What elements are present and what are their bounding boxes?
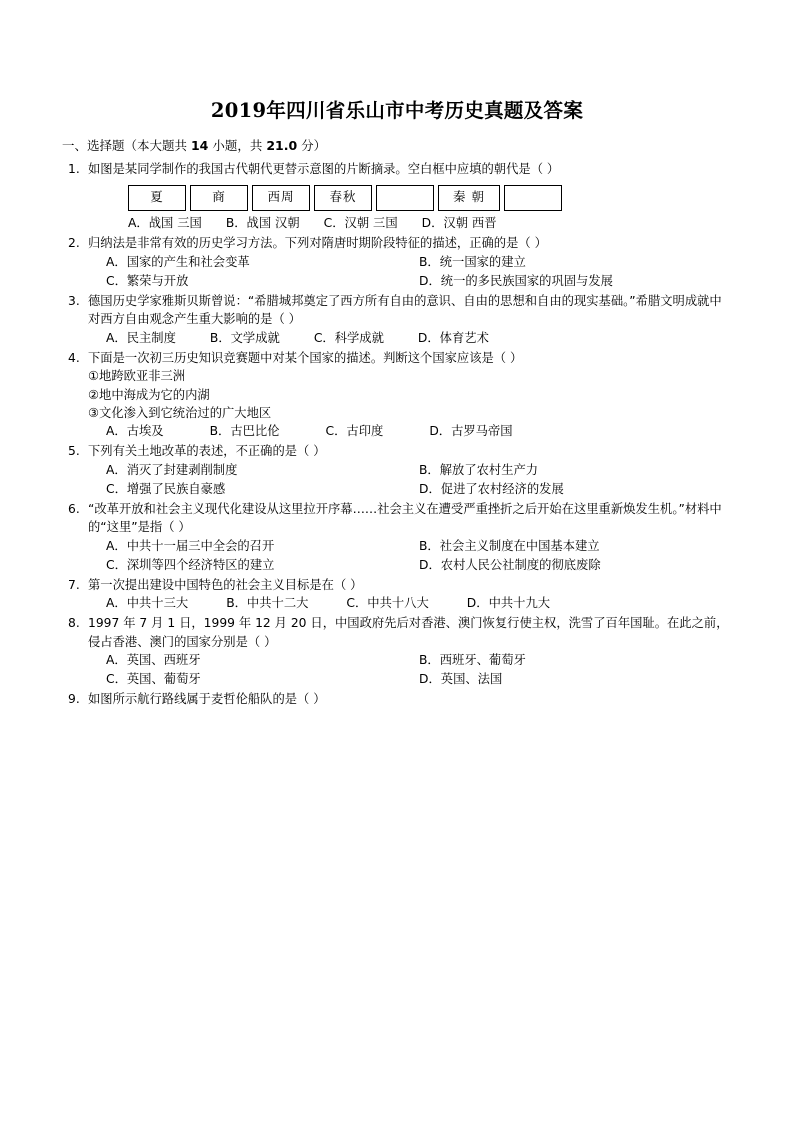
question-item xyxy=(62,349,732,442)
question-number: 4. xyxy=(68,350,80,365)
question-number: 6. xyxy=(68,502,80,517)
option-c[interactable]: C．增强了民族自豪感 xyxy=(106,481,226,496)
option-a[interactable]: A．国家的产生和社会变革 xyxy=(106,254,250,269)
dynasty-box: 商 xyxy=(190,185,248,211)
dynasty-box: 西周 xyxy=(252,185,310,211)
section-heading xyxy=(62,137,732,155)
option-b[interactable]: B．战国 汉朝 xyxy=(225,215,300,230)
question-number: 9. xyxy=(68,692,80,707)
option-c[interactable]: C．深圳等四个经济特区的建立 xyxy=(106,557,275,572)
option-d[interactable]: D．统一的多民族国家的巩固与发展 xyxy=(419,273,613,288)
section-heading-count: 14 xyxy=(190,138,209,153)
option-b[interactable]: B．中共十二大 xyxy=(226,596,309,611)
option-a[interactable]: A．战国 三国 xyxy=(128,215,202,230)
question-number: 1. xyxy=(68,162,80,177)
option-a[interactable]: A．中共十三大 xyxy=(106,596,189,611)
question-item xyxy=(62,614,732,689)
option-d[interactable]: D．英国、法国 xyxy=(419,672,503,687)
option-c[interactable]: C．汉朝 三国 xyxy=(323,215,398,230)
option-c[interactable]: C．英国、葡萄牙 xyxy=(106,672,201,687)
option-d[interactable]: D．古罗马帝国 xyxy=(429,424,513,439)
option-b[interactable]: B．解放了农村生产力 xyxy=(419,462,539,477)
dynasty-box: 夏 xyxy=(128,185,186,211)
option-b[interactable]: B．社会主义制度在中国基本建立 xyxy=(419,538,600,553)
question-item xyxy=(62,442,732,499)
section-heading-mid: 小题，共 xyxy=(208,138,267,153)
option-a[interactable]: A．消灭了封建剥削制度 xyxy=(106,462,238,477)
question-item xyxy=(62,234,732,291)
option-a[interactable]: A．古埃及 xyxy=(106,424,164,439)
section-heading-prefix: 一、选择题（本大题共 xyxy=(62,138,191,153)
question-stem: 1997 年 7 月 1 日，1999 年 12 月 20 日，中国政府先后对香港、澳门恢复行使主权，洗雪了百年国耻。在此之前，侵占香港、澳门的国家分别是（ ） xyxy=(88,616,729,649)
question-options xyxy=(106,422,732,441)
question-item xyxy=(62,292,732,348)
option-d[interactable]: D．农村人民公社制度的彻底废除 xyxy=(419,557,601,572)
option-c[interactable]: C．科学成就 xyxy=(313,330,384,345)
question-stem: 归纳法是非常有效的历史学习方法。下列对隋唐时期阶段特征的描述，正确的是（ ） xyxy=(88,236,547,251)
question-number: 3. xyxy=(68,293,80,308)
section-heading-score: 21.0 xyxy=(266,138,298,153)
question-sub-line: ③文化渗入到它统治过的广大地区 xyxy=(88,406,272,420)
question-sub-line: ①地跨欧亚非三洲 xyxy=(88,369,186,384)
question-number: 5. xyxy=(68,444,80,459)
question-options xyxy=(128,214,732,234)
option-c[interactable]: C．繁荣与开放 xyxy=(106,273,189,288)
question-item xyxy=(62,500,732,575)
question-item xyxy=(62,576,732,613)
question-item xyxy=(62,690,732,708)
dynasty-box-blank xyxy=(504,185,562,211)
section-heading-suffix: 分） xyxy=(297,138,327,153)
dynasty-box: 春秋 xyxy=(314,185,372,211)
question-stem: 如图所示航行路线属于麦哲伦船队的是（ ） xyxy=(88,692,326,707)
question-stem: 下面是一次初三历史知识竞赛题中对某个国家的描述。判断这个国家应该是（ ） xyxy=(88,350,523,365)
question-options xyxy=(106,651,732,689)
option-b[interactable]: B．统一国家的建立 xyxy=(419,254,526,269)
dynasty-box-blank xyxy=(376,185,434,211)
question-options xyxy=(106,594,732,613)
question-number: 7. xyxy=(68,577,80,592)
dynasty-box: 秦 朝 xyxy=(438,185,500,211)
page-title: 2019年四川省乐山市中考历史真题及答案 xyxy=(210,99,584,122)
option-b[interactable]: B．西班牙、葡萄牙 xyxy=(419,653,526,668)
question-item xyxy=(62,160,732,233)
option-a[interactable]: A．民主制度 xyxy=(106,330,176,345)
question-stem: 第一次提出建设中国特色的社会主义目标是在（ ） xyxy=(88,577,363,592)
question-options xyxy=(106,537,732,575)
option-d[interactable]: D．促进了农村经济的发展 xyxy=(419,481,564,496)
question-options xyxy=(106,461,732,499)
option-a[interactable]: A．英国、西班牙 xyxy=(106,653,201,668)
question-options xyxy=(106,253,732,291)
option-d[interactable]: D．体育艺术 xyxy=(417,330,489,345)
question-stem: 德国历史学家雅斯贝斯曾说：“希腊城邦奠定了西方所有自由的意识、自由的思想和自由的现实基础。”希腊文明成就中对西方自由观念产生重大影响的是（ ） xyxy=(88,293,722,327)
option-d[interactable]: D．中共十九大 xyxy=(466,596,551,611)
option-b[interactable]: B．文学成就 xyxy=(209,330,280,345)
option-a[interactable]: A．中共十一届三中全会的召开 xyxy=(106,538,275,553)
question-number: 8. xyxy=(68,616,80,631)
question-stem: 下列有关土地改革的表述，不正确的是（ ） xyxy=(88,444,326,459)
question-sub-line: ②地中海成为它的内湖 xyxy=(88,387,210,402)
question-stem: “改革开放和社会主义现代化建设从这里拉开序幕……社会主义在遭受严重挫折之后开始在这里重新焕发生机。”材料中的“这里”是指（ ） xyxy=(88,502,722,535)
question-stem: 如图是某同学制作的我国古代朝代更替示意图的片断摘录。空白框中应填的朝代是（ ） xyxy=(88,162,560,177)
option-d[interactable]: D．汉朝 西晋 xyxy=(421,215,497,230)
option-b[interactable]: B．古巴比伦 xyxy=(209,424,280,439)
dynasty-diagram xyxy=(128,185,732,211)
question-options xyxy=(106,329,732,348)
option-c[interactable]: C．中共十八大 xyxy=(346,596,429,611)
question-number: 2. xyxy=(68,236,80,251)
option-c[interactable]: C．古印度 xyxy=(325,424,384,439)
